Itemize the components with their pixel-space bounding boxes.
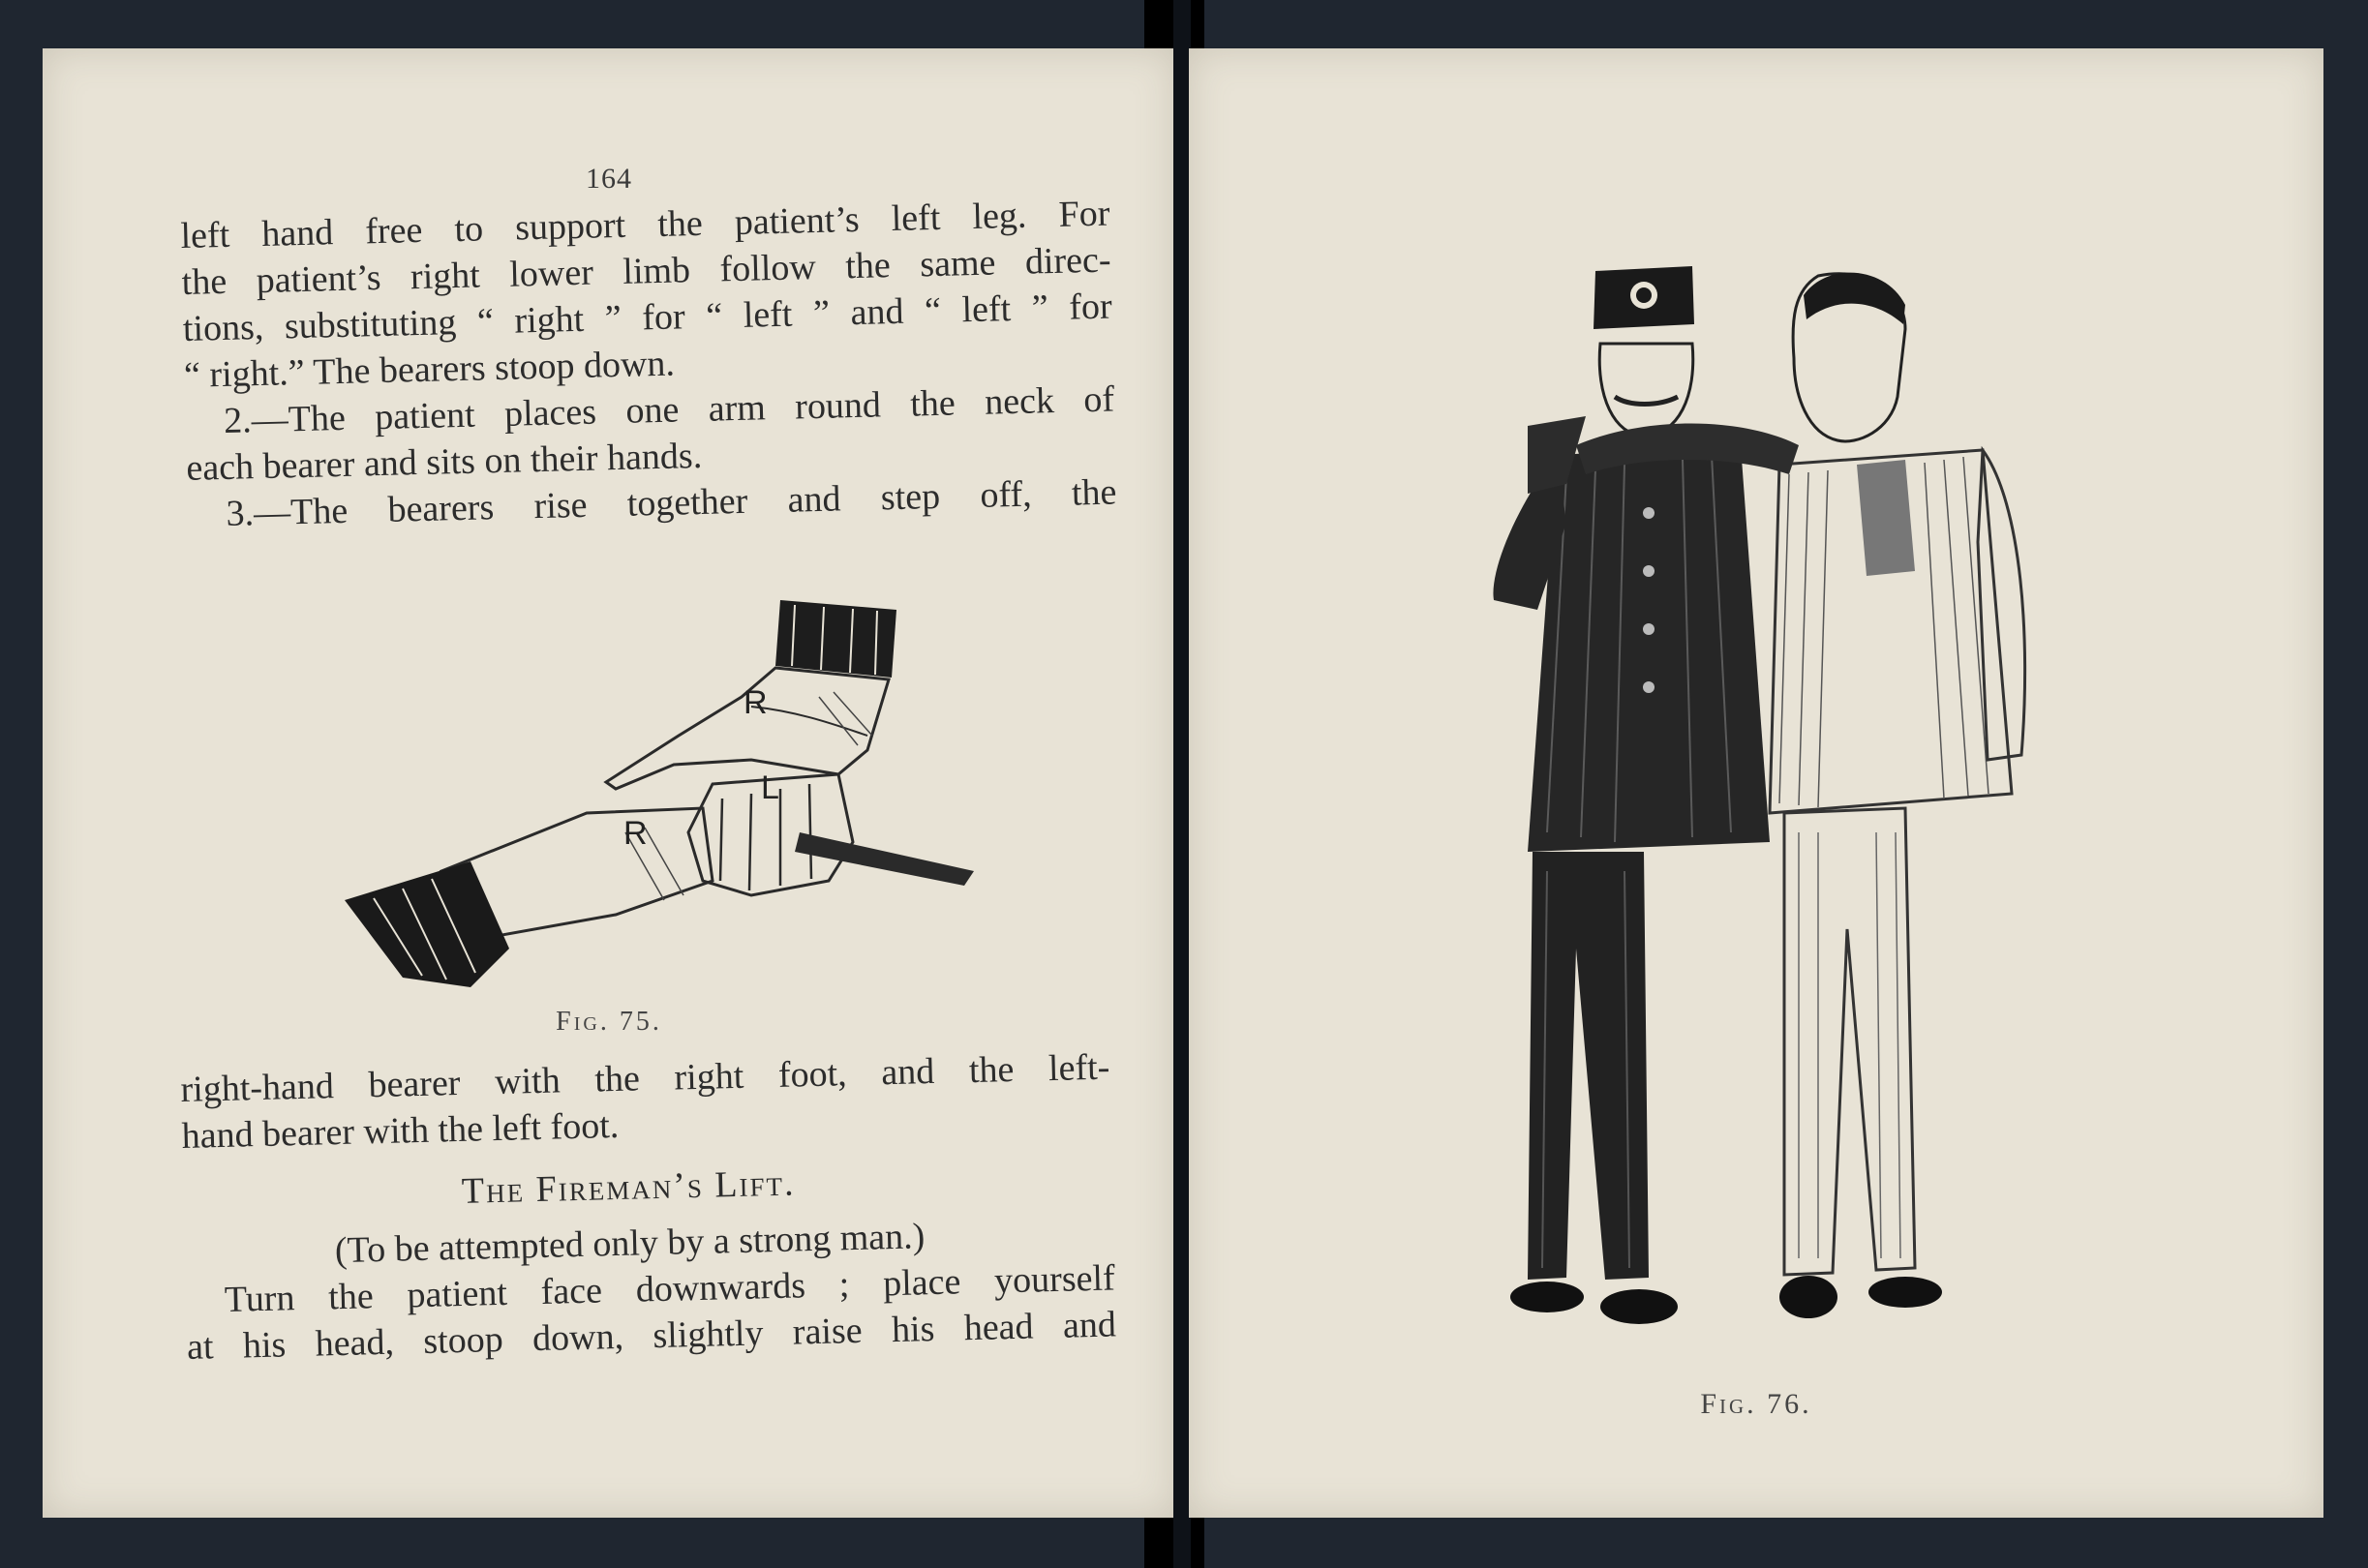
bottom-paragraph: [180, 1044, 1116, 1371]
text-line: Turn the patient face downwards ; place yourself: [224, 1257, 1116, 1320]
right-page: [1189, 48, 2323, 1518]
hands-seat-illustration: [296, 590, 1032, 997]
fireman-lift-illustration: [1450, 252, 2070, 1355]
text-line: left hand free to support the patient’s left leg. For: [180, 193, 1110, 256]
top-paragraph: [180, 191, 1117, 538]
section-note: (To be attempted only by a strong man.): [334, 1216, 926, 1272]
figure-label: R: [744, 684, 768, 721]
text-line: at his head, stoop down, slightly raise his head and: [186, 1304, 1117, 1368]
text-line: tions, substituting “ right ” for “ left ” and “ left ” for: [182, 286, 1113, 349]
text-line: hand bearer with the left foot.: [181, 1104, 620, 1157]
figure-caption: Fig. 76.: [1700, 1388, 1812, 1420]
text-line: each bearer and sits on their hands.: [185, 435, 703, 489]
figure-label: R: [623, 815, 648, 852]
page-number: 164: [586, 163, 632, 195]
text-line: the patient’s right lower limb follow the same direc-: [181, 239, 1111, 303]
text-line: 2.—The patient places one arm round the neck of: [223, 378, 1115, 441]
figure-label: L: [761, 769, 779, 806]
left-page: [43, 48, 1175, 1518]
text-line: 3.—The bearers rise together and step off, the: [226, 471, 1117, 534]
text-line: right-hand bearer with the right foot, and the left-: [180, 1046, 1110, 1110]
section-heading: The Fireman’s Lift.: [461, 1162, 797, 1212]
figure-caption: Fig. 75.: [556, 1007, 662, 1037]
text-line: “ right.” The bearers stoop down.: [183, 343, 676, 396]
